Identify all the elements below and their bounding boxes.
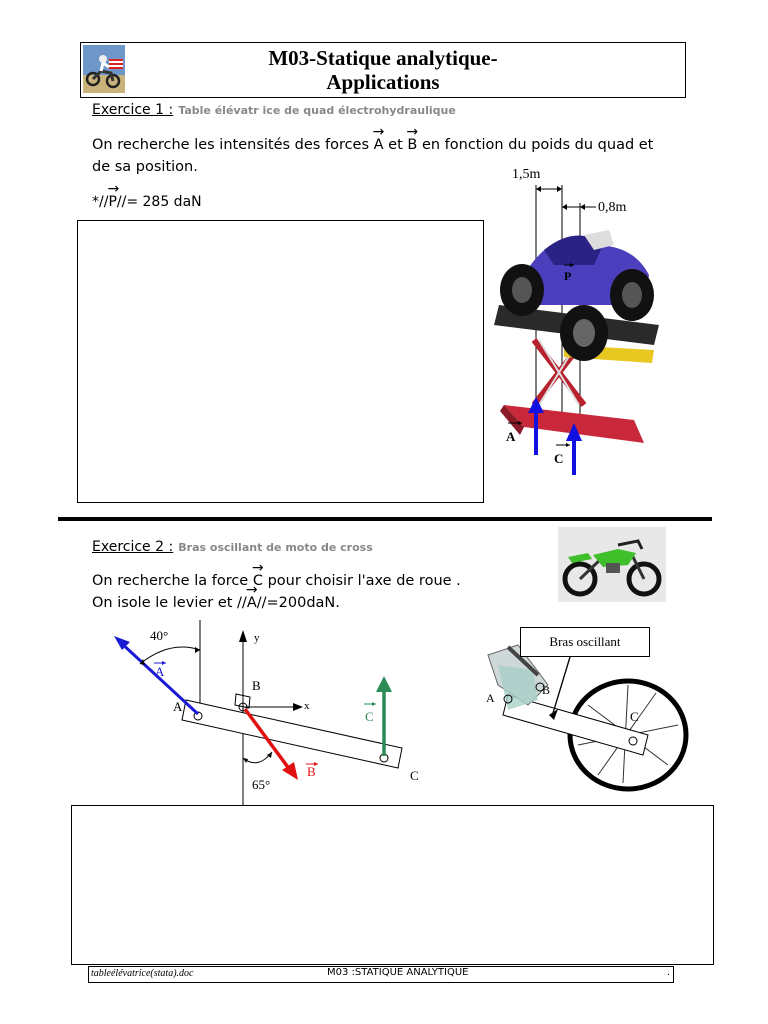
lever-diagram <box>100 620 440 810</box>
callout-bras-oscillant: Bras oscillant <box>520 627 650 657</box>
dimension-0-8m: 0,8m <box>598 200 627 215</box>
vector-b-label: → B <box>407 134 417 156</box>
vector-c-label: → C <box>253 570 263 592</box>
ex2-text-part: On recherche la force <box>92 573 253 589</box>
ex2-text-part: //=200daN. <box>256 595 340 611</box>
section-separator <box>58 517 712 521</box>
footer-right: . <box>666 967 670 978</box>
force-c-label: C <box>365 709 374 724</box>
swing-arm-figure <box>478 625 693 795</box>
point-c-label: C <box>410 768 419 783</box>
exercise1-label: Exercice 1 : <box>92 102 174 118</box>
point-a-label: A <box>173 699 183 714</box>
force-a-label: A <box>155 664 165 679</box>
exercise2-text <box>92 570 552 614</box>
footer-filename: tableélévatrice(stata).doc <box>91 968 194 979</box>
exercise2-subtitle: Bras oscillant de moto de cross <box>178 541 373 554</box>
vector-a-label: → A <box>247 592 257 614</box>
force-b-label: B <box>307 764 316 779</box>
vector-p-label: → P <box>108 191 116 213</box>
vector-a-label: → A <box>374 134 384 156</box>
label-a: A <box>506 429 516 444</box>
axis-y-label: y <box>254 632 260 644</box>
ex1-text-part: On recherche les intensités des forces <box>92 137 374 153</box>
ex2-text-part: On isole le levier et // <box>92 595 247 611</box>
angle-40: 40° <box>150 628 169 643</box>
exercise2-answer-box[interactable] <box>71 805 714 965</box>
header-box <box>80 42 686 98</box>
exercise2-heading <box>92 536 373 555</box>
exercise1-heading <box>92 99 456 118</box>
ex1-text-line2: de sa position. <box>92 159 198 175</box>
angle-65: 65° <box>252 777 271 792</box>
weight-prefix: *// <box>92 194 109 210</box>
label-p: P <box>564 269 572 283</box>
ex2-text-part: pour choisir l'axe de roue . <box>262 573 461 589</box>
photo-point-a: A <box>486 691 495 705</box>
quad-lift-figure <box>484 165 684 475</box>
exercise1-subtitle: Table élévatr ice de quad électrohydraulique <box>178 104 456 117</box>
label-c: C <box>554 451 564 466</box>
page-title-line1: M03-Statique analytique- <box>268 46 498 70</box>
exercise2-label: Exercice 2 : <box>92 539 174 555</box>
ex1-text-part: et <box>383 137 408 153</box>
footer <box>88 966 674 983</box>
weight-statement <box>92 191 202 213</box>
axis-x-label: x <box>304 700 310 712</box>
weight-value: //= 285 daN <box>116 194 202 210</box>
photo-point-c: C <box>630 709 639 724</box>
dirt-bike-photo <box>558 527 666 602</box>
footer-title: M03 :STATIQUE ANALYTIQUE <box>327 967 469 978</box>
ex1-text-part: en fonction du poids du quad et <box>417 137 654 153</box>
exercise1-answer-box[interactable] <box>77 220 484 503</box>
photo-point-b: B <box>542 683 551 697</box>
dimension-1-5m: 1,5m <box>512 167 541 182</box>
page-title-line2: Applications <box>326 70 440 94</box>
point-b-label: B <box>252 678 261 693</box>
